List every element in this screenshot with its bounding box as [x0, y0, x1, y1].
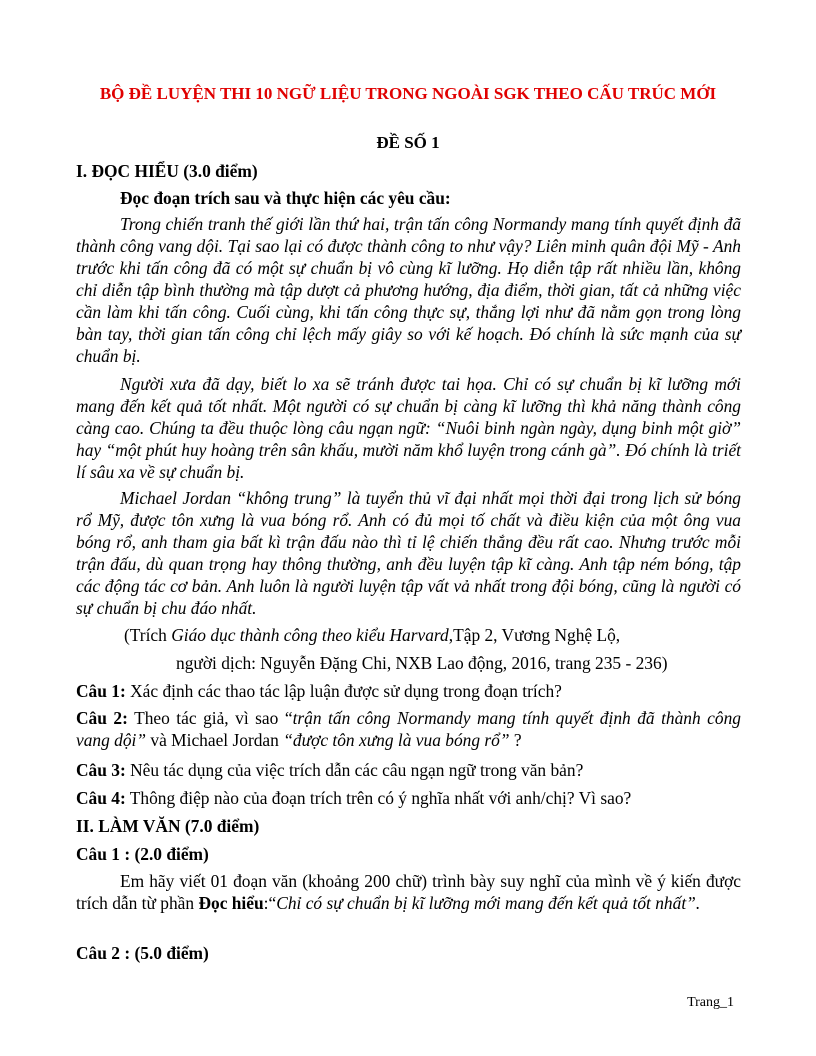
document-title: BỘ ĐỀ LUYỆN THI 10 NGỮ LIỆU TRONG NGOÀI SGK THEO CẤU TRÚC MỚI [99, 84, 717, 103]
passage-paragraph-1: Trong chiến tranh thế giới lần thứ hai, trận tấn công Normandy mang tính quyết định đã thành công vang dội. Tại sao lại có được thành công to như vậy? Liên minh quân đội Mỹ - Anh trước khi tấn công đã có một sự chuẩn bị vô cùng kĩ lưỡng. Họ diễn tập rất nhiều lần, không chỉ diễn tập bình thường mà tập dượt cả phương hướng, địa điểm, thời gian, tất cả những việc cần làm khi tấn công. Cuối cùng, khi tấn công thực sự, thắng lợi như đã nằm gọn trong lòng bàn tay, thời gian tấn công chỉ lệch mấy giây so với kế hoạch. Đó chính là sức mạnh của sự chuẩn bị. [76, 214, 741, 366]
reading-instruction: Đọc đoạn trích sau và thực hiện các yêu cầu: [120, 188, 451, 208]
section-1-heading: I. ĐỌC HIỂU (3.0 điểm) [76, 161, 258, 181]
essay-question-1-text: Em hãy viết 01 đoạn văn (khoảng 200 chữ) trình bày suy nghĩ của mình về ý kiến được trích dẫn từ phần Đọc hiểu:“Chỉ có sự chuẩn bị kĩ lưỡng mới mang đến kết quả tốt nhất”. [76, 871, 741, 913]
page-number: Trang_1 [687, 995, 734, 1010]
passage-paragraph-3: Michael Jordan “không trung” là tuyển thủ vĩ đại nhất mọi thời đại trong lịch sử bóng rổ Mỹ, được tôn xưng là vua bóng rổ. Anh có đủ mọi tố chất và điều kiện của một ông vua bóng rổ, anh tham gia bất kì trận đấu nào thì tỉ lệ chiến thắng đều rất cao. Nhưng trước mỗi trận đấu, dù quan trọng hay thông thường, anh đều luyện tập kĩ càng. Anh tập ném bóng, tập các động tác cơ bản. Anh luôn là người luyện tập vất vả nhất trong đội bóng, cũng là người có sự chuẩn bị chu đáo nhất. [76, 488, 741, 618]
citation-line-2: người dịch: Nguyễn Đặng Chi, NXB Lao động, 2016, trang 235 - 236) [176, 653, 668, 673]
question-4: Câu 4: Thông điệp nào của đoạn trích trên có ý nghĩa nhất với anh/chị? Vì sao? [76, 788, 632, 808]
citation-book-title: Giáo dục thành công theo kiểu Harvard [171, 625, 449, 645]
citation-line-1: (Trích Giáo dục thành công theo kiểu Harvard,Tập 2, Vương Nghệ Lộ, [124, 625, 621, 645]
question-2: Câu 2: Theo tác giả, vì sao “trận tấn công Normandy mang tính quyết định đã thành công vang dội” và Michael Jordan “được tôn xưng là vua bóng rổ” ? [76, 708, 741, 750]
question-3: Câu 3: Nêu tác dụng của việc trích dẫn các câu ngạn ngữ trong văn bản? [76, 760, 584, 780]
essay-question-1-heading: Câu 1 : (2.0 điểm) [76, 844, 209, 864]
question-1: Câu 1: Xác định các thao tác lập luận được sử dụng trong đoạn trích? [76, 681, 562, 701]
section-2-heading: II. LÀM VĂN (7.0 điểm) [76, 816, 260, 836]
essay-question-2-heading: Câu 2 : (5.0 điểm) [76, 943, 209, 963]
passage-paragraph-2: Người xưa đã dạy, biết lo xa sẽ tránh được tai họa. Chỉ có sự chuẩn bị kĩ lưỡng mới mang đến kết quả tốt nhất. Một người có sự chuẩn bị càng kĩ lưỡng thì khả năng thành công càng cao. Chúng ta đều thuộc lòng câu ngạn ngữ: “Nuôi binh ngàn ngày, dụng binh một giờ” hay “một phút huy hoàng trên sân khấu, mười năm khổ luyện trong cánh gà”. Đó chính là triết lí sâu xa về sự chuẩn bị. [76, 374, 741, 482]
exam-number: ĐỀ SỐ 1 [376, 133, 440, 152]
